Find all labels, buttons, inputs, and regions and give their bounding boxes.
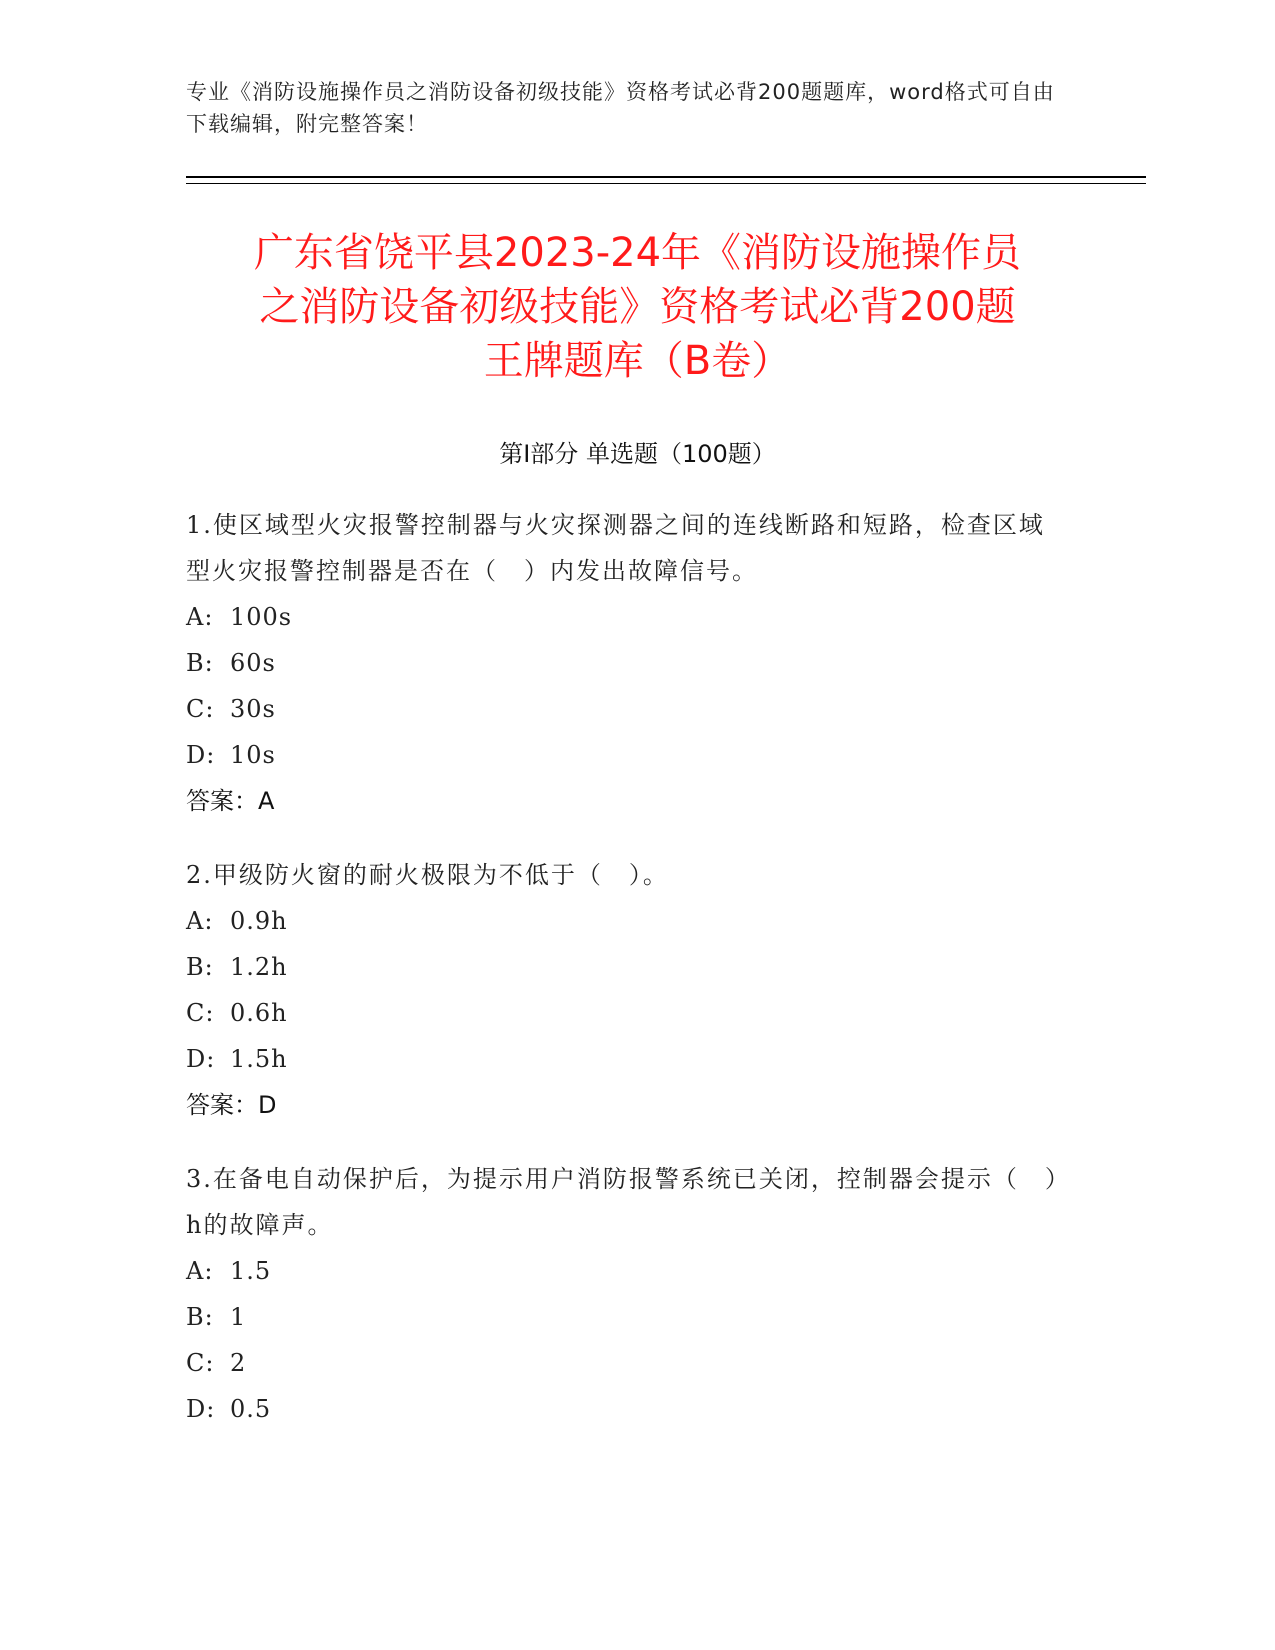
option-key: A: xyxy=(186,603,214,631)
question-2 xyxy=(186,852,1066,1128)
option-a xyxy=(186,1248,1066,1294)
option-c xyxy=(186,686,1066,732)
option-text: 100s xyxy=(230,603,293,631)
option-key: A: xyxy=(186,1257,214,1285)
question-1 xyxy=(186,502,1066,824)
option-key: C: xyxy=(186,1349,215,1377)
header-divider-thick xyxy=(186,176,1146,178)
option-key: A: xyxy=(186,907,214,935)
option-text: 0.6h xyxy=(230,999,288,1027)
document-title xyxy=(190,226,1085,388)
option-key: B: xyxy=(186,649,214,677)
option-text: 30s xyxy=(230,695,276,723)
option-b xyxy=(186,944,1066,990)
option-d xyxy=(186,732,1066,778)
option-b xyxy=(186,640,1066,686)
option-key: B: xyxy=(186,953,214,981)
option-key: D: xyxy=(186,1045,216,1073)
option-text: 1 xyxy=(230,1303,247,1331)
header-divider-thin xyxy=(186,183,1146,184)
option-key: B: xyxy=(186,1303,214,1331)
option-a xyxy=(186,594,1066,640)
option-text: 2 xyxy=(230,1349,247,1377)
section-heading: 第Ⅰ部分 单选题（100题） xyxy=(499,440,776,468)
option-key: D: xyxy=(186,1395,216,1423)
title-line-2: 之消防设备初级技能》资格考试必背200题 xyxy=(259,284,1016,330)
title-line-3: 王牌题库（B卷） xyxy=(483,338,792,384)
question-3 xyxy=(186,1156,1066,1432)
option-text: 60s xyxy=(230,649,276,677)
option-key: C: xyxy=(186,695,215,723)
option-text: 1.5 xyxy=(230,1257,272,1285)
header-note: 专业《消防设施操作员之消防设备初级技能》资格考试必背200题题库，word格式可自由下载编辑，附完整答案！ xyxy=(186,80,1055,136)
title-line-1: 广东省饶平县2023-24年《消防设施操作员 xyxy=(253,230,1022,276)
option-text: 1.5h xyxy=(230,1045,288,1073)
option-c xyxy=(186,990,1066,1036)
question-stem: 1.使区域型火灾报警控制器与火灾探测器之间的连线断路和短路，检查区域型火灾报警控制器是否在（ ）内发出故障信号。 xyxy=(186,511,1045,585)
option-b xyxy=(186,1294,1066,1340)
option-text: 0.9h xyxy=(230,907,288,935)
option-a xyxy=(186,898,1066,944)
option-key: D: xyxy=(186,741,216,769)
option-text: 1.2h xyxy=(230,953,288,981)
question-stem: 2.甲级防火窗的耐火极限为不低于（ ）。 xyxy=(186,861,669,889)
option-key: C: xyxy=(186,999,215,1027)
question-stem: 3.在备电自动保护后，为提示用户消防报警系统已关闭，控制器会提示（ ）h的故障声。 xyxy=(186,1165,1059,1239)
option-text: 10s xyxy=(230,741,276,769)
option-c xyxy=(186,1340,1066,1386)
option-text: 0.5 xyxy=(230,1395,272,1423)
answer-line: 答案：D xyxy=(186,1091,277,1119)
answer-line: 答案：A xyxy=(186,787,275,815)
option-d xyxy=(186,1036,1066,1082)
option-d xyxy=(186,1386,1066,1432)
